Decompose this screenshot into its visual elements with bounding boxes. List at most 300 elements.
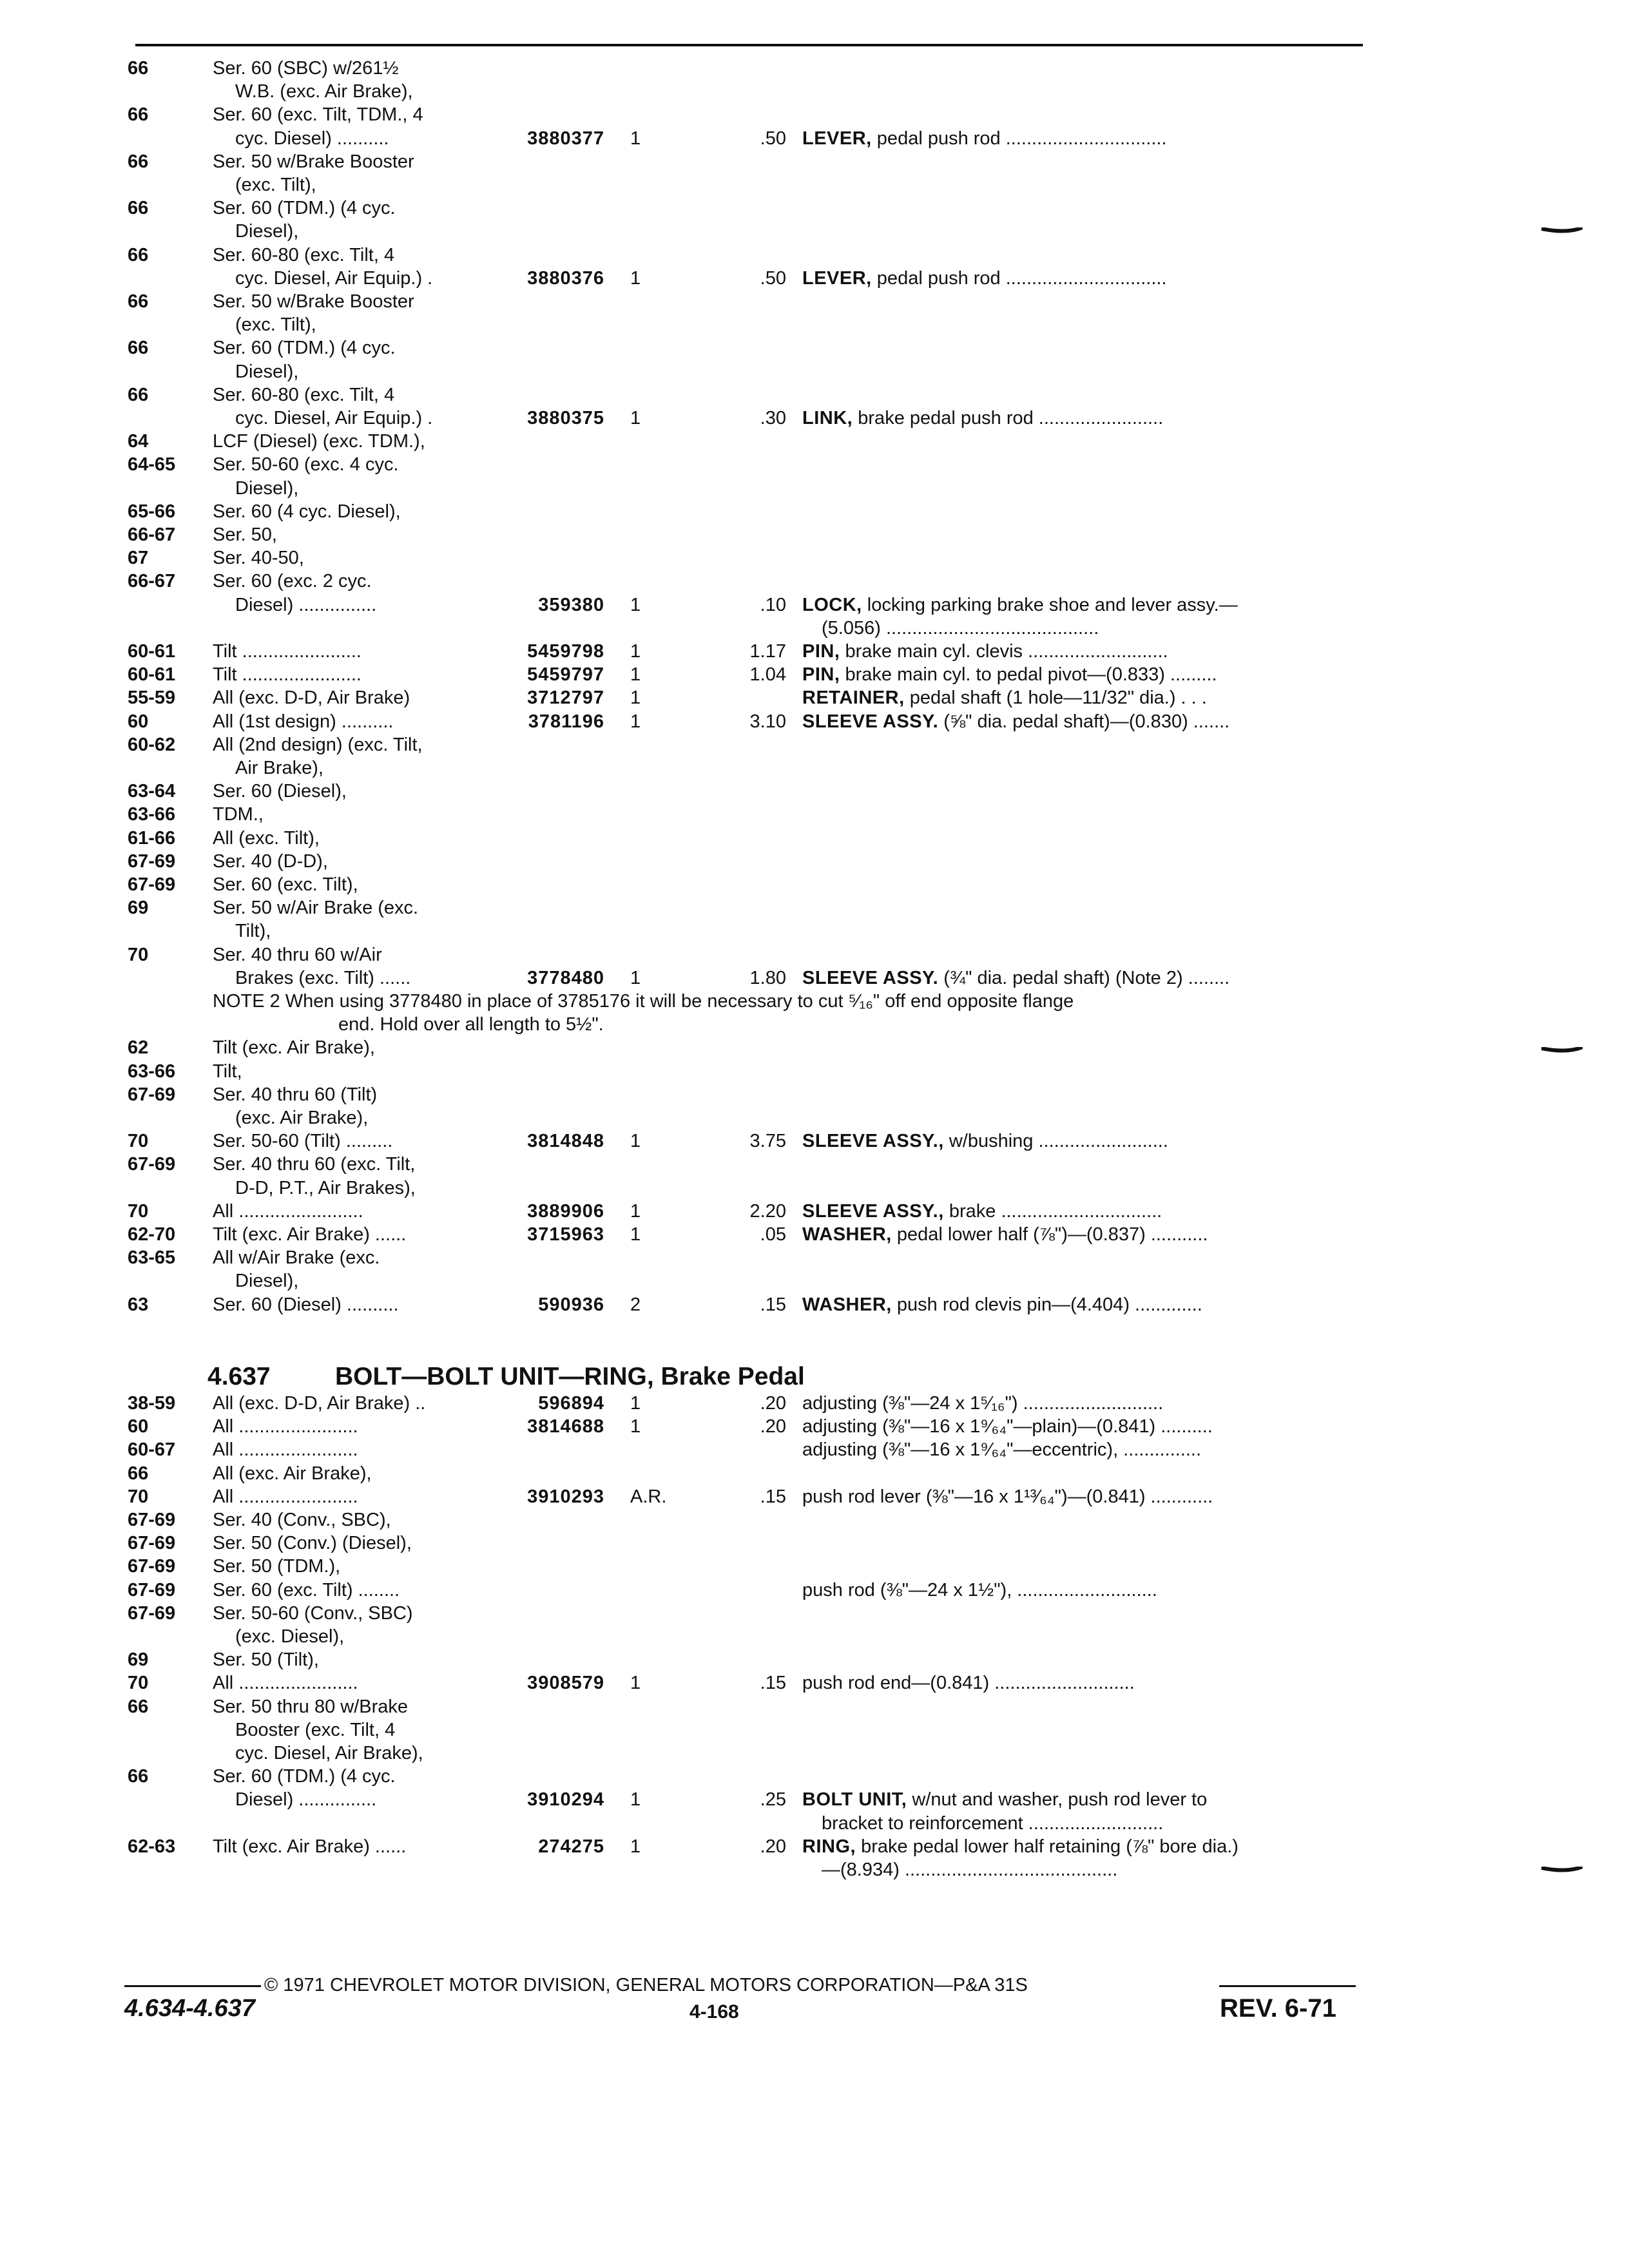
application: Ser. 40-50, — [213, 548, 304, 569]
parts-row — [0, 733, 1629, 756]
part-name-detail: push rod lever (⅜"—16 x 1¹³⁄₆₄")—(0.841) ............ — [802, 1486, 1213, 1507]
application: Ser. 60 (exc. Tilt, TDM., 4 — [213, 104, 423, 126]
quantity: 1 — [630, 711, 641, 732]
parts-row — [0, 640, 1629, 663]
part-name-detail: brake pedal lower half retaining (⅞" bore dia.) — [856, 1836, 1239, 1857]
application: All (exc. Tilt), — [213, 827, 320, 849]
part-number: 3778480 — [527, 967, 604, 988]
parts-row — [0, 570, 1629, 593]
year-range: 70 — [128, 1131, 149, 1152]
year-range: 66 — [128, 58, 149, 79]
year-range: 67-69 — [128, 1602, 176, 1624]
application: Ser. 60 (Diesel) .......... — [213, 1294, 399, 1315]
application: Ser. 50-60 (Tilt) ......... — [213, 1131, 393, 1152]
price: .15 — [760, 1486, 786, 1507]
application: Tilt (exc. Air Brake) ...... — [213, 1836, 407, 1857]
part-name-detail: w/nut and washer, push rod lever to — [907, 1789, 1208, 1811]
margin-mark — [1541, 1865, 1583, 1871]
parts-row — [0, 523, 1629, 546]
price: .25 — [760, 1789, 786, 1811]
part-name — [802, 267, 1167, 290]
year-range: 66 — [128, 384, 149, 405]
part-number: 3814688 — [527, 1416, 604, 1437]
part-name-keyword: SLEEVE ASSY. — [802, 967, 939, 988]
part-number: 3910293 — [527, 1486, 604, 1507]
application: Ser. 50, — [213, 524, 277, 545]
part-name — [802, 1835, 1239, 1858]
application: All ........................ — [213, 1200, 363, 1222]
year-range: 70 — [128, 1673, 149, 1694]
parts-row — [0, 1718, 1629, 1742]
application: Ser. 40 thru 60 (Tilt) — [213, 1084, 378, 1105]
part-name — [802, 966, 1229, 990]
part-name — [802, 710, 1229, 733]
application: Diesel) ............... — [235, 594, 377, 615]
footer-rule-right — [1219, 1985, 1356, 1987]
part-name-detail: adjusting (⅜"—16 x 1⁹⁄₆₄"—eccentric), ............... — [802, 1439, 1202, 1461]
year-range: 66 — [128, 1696, 149, 1717]
price: 1.80 — [749, 967, 786, 988]
price: .50 — [760, 128, 786, 149]
application: Ser. 60 (TDM.) (4 cyc. — [213, 1766, 396, 1787]
parts-row — [0, 1602, 1629, 1625]
parts-row — [0, 803, 1629, 826]
part-name-keyword: PIN, — [802, 641, 840, 662]
parts-row — [0, 290, 1629, 313]
year-range: 61-66 — [128, 827, 176, 849]
quantity: 1 — [630, 1673, 641, 1694]
parts-row — [0, 1532, 1629, 1555]
parts-row — [0, 1293, 1629, 1316]
part-name-keyword: BOLT UNIT, — [802, 1789, 907, 1811]
application: Brakes (exc. Tilt) ...... — [235, 967, 411, 988]
part-name-detail: pedal push rod ............................... — [871, 128, 1167, 149]
application: Ser. 60-80 (exc. Tilt, 4 — [213, 244, 395, 265]
part-name-detail: w/bushing ......................... — [943, 1131, 1168, 1152]
part-number: 596894 — [538, 1393, 604, 1414]
parts-row — [0, 1765, 1629, 1788]
part-name — [802, 127, 1167, 150]
parts-row — [0, 1555, 1629, 1578]
year-range: 70 — [128, 944, 149, 965]
year-range: 66 — [128, 244, 149, 265]
parts-row — [0, 57, 1629, 80]
application: Tilt, — [213, 1061, 242, 1082]
parts-row — [0, 1508, 1629, 1532]
parts-row — [0, 850, 1629, 873]
application: Ser. 60 (Diesel), — [213, 781, 347, 802]
year-range: 63-66 — [128, 1061, 176, 1082]
parts-row — [0, 1485, 1629, 1508]
parts-row — [0, 593, 1629, 617]
part-number: 3910294 — [527, 1789, 604, 1811]
parts-row — [0, 756, 1629, 780]
year-range: 67-69 — [128, 1154, 176, 1175]
parts-row — [0, 197, 1629, 220]
quantity: 1 — [630, 408, 641, 428]
year-range: 67 — [128, 548, 149, 569]
parts-row — [0, 267, 1629, 290]
year-range: 62-70 — [128, 1224, 176, 1245]
parts-row — [0, 919, 1629, 943]
application: All (2nd design) (exc. Tilt, — [213, 734, 423, 755]
application: All (exc. Air Brake), — [213, 1463, 372, 1484]
part-name — [822, 1812, 1163, 1835]
part-name-detail: (5.056) ......................................... — [822, 617, 1099, 639]
quantity: 2 — [630, 1294, 641, 1315]
parts-row — [0, 80, 1629, 103]
parts-row — [0, 1223, 1629, 1246]
parts-row — [0, 1036, 1629, 1059]
price: .10 — [760, 594, 786, 615]
application: Diesel), — [235, 477, 299, 499]
application: All ....................... — [213, 1416, 358, 1437]
parts-row — [0, 336, 1629, 360]
part-name-detail: push rod end—(0.841) ........................... — [802, 1673, 1135, 1694]
year-range: 66 — [128, 1463, 149, 1484]
part-name — [802, 593, 1238, 617]
part-name-detail: pedal shaft (1 hole—11/32" dia.) . . . — [904, 687, 1207, 709]
quantity: 1 — [630, 594, 641, 615]
part-name — [802, 1200, 1162, 1223]
application: Ser. 60-80 (exc. Tilt, 4 — [213, 384, 395, 405]
part-name-detail: brake main cyl. clevis ........................... — [840, 641, 1168, 662]
year-range: 69 — [128, 1649, 149, 1671]
quantity: A.R. — [630, 1486, 667, 1507]
part-name-keyword: RING, — [802, 1836, 856, 1857]
part-name-keyword: RETAINER, — [802, 687, 905, 709]
copyright-line: © 1971 CHEVROLET MOTOR DIVISION, GENERAL MOTORS CORPORATION—P&A 31S — [264, 1975, 1028, 1995]
year-range: 70 — [128, 1486, 149, 1507]
price: .50 — [760, 267, 786, 289]
application: TDM., — [213, 804, 264, 825]
parts-row — [0, 1462, 1629, 1485]
year-range: 65-66 — [128, 501, 176, 522]
quantity: 1 — [630, 1393, 641, 1414]
part-name — [802, 1392, 1163, 1415]
year-range: 66-67 — [128, 571, 176, 592]
page-number: 4-168 — [689, 2001, 739, 2023]
parts-row — [0, 383, 1629, 407]
part-name-keyword: LEVER, — [802, 128, 872, 149]
application: Ser. 50-60 (exc. 4 cyc. — [213, 454, 399, 476]
year-range: 38-59 — [128, 1393, 176, 1414]
parts-row — [0, 1858, 1629, 1881]
parts-row — [0, 1177, 1629, 1200]
application: NOTE 2 When using 3778480 in place of 3785176 it will be necessary to cut ⁵⁄₁₆" off end opposite flange — [213, 991, 1074, 1012]
application: Ser. 40 thru 60 w/Air — [213, 944, 382, 965]
application: Tilt), — [235, 921, 271, 942]
footer-rule-left — [124, 1985, 261, 1987]
application: All (1st design) .......... — [213, 711, 394, 732]
price: 3.75 — [749, 1131, 786, 1152]
parts-row — [0, 1812, 1629, 1835]
application: Ser. 50 (Tilt), — [213, 1649, 319, 1671]
application: cyc. Diesel, Air Equip.) . — [235, 408, 433, 428]
application: Ser. 50 thru 80 w/Brake — [213, 1696, 409, 1717]
application: cyc. Diesel, Air Equip.) . — [235, 267, 433, 289]
application: Diesel) ............... — [235, 1789, 377, 1811]
application: Tilt (exc. Air Brake), — [213, 1037, 375, 1059]
year-range: 66 — [128, 198, 149, 219]
year-range: 60-61 — [128, 641, 176, 662]
parts-row — [0, 617, 1629, 640]
year-range: 67-69 — [128, 1556, 176, 1577]
part-name-detail: pedal push rod ............................... — [871, 267, 1167, 289]
quantity: 1 — [630, 1836, 641, 1857]
application: All (exc. D-D, Air Brake) .. — [213, 1393, 426, 1414]
quantity: 1 — [630, 1224, 641, 1245]
part-name-keyword: WASHER, — [802, 1224, 892, 1245]
parts-row — [0, 1083, 1629, 1106]
parts-row — [0, 407, 1629, 430]
part-name-keyword: SLEEVE ASSY. — [802, 711, 939, 732]
section-title: BOLT—BOLT UNIT—RING, Brake Pedal — [335, 1363, 805, 1390]
application: Diesel), — [235, 1271, 299, 1292]
parts-row — [0, 500, 1629, 523]
price: 3.10 — [749, 711, 786, 732]
part-name-detail: push rod (⅜"—24 x 1½"), ........................... — [802, 1579, 1157, 1600]
application: LCF (Diesel) (exc. TDM.), — [213, 431, 425, 452]
parts-row — [0, 220, 1629, 243]
application: Diesel), — [235, 361, 299, 382]
application: (exc. Air Brake), — [235, 1108, 369, 1128]
parts-row — [0, 477, 1629, 500]
application: Air Brake), — [235, 758, 323, 778]
part-name-detail: push rod clevis pin—(4.404) ............. — [891, 1294, 1202, 1315]
year-range: 66-67 — [128, 524, 176, 545]
application: D-D, P.T., Air Brakes), — [235, 1177, 416, 1198]
parts-row — [0, 1695, 1629, 1718]
year-range: 64-65 — [128, 454, 176, 476]
margin-mark — [1541, 1045, 1583, 1052]
year-range: 67-69 — [128, 850, 176, 872]
parts-row — [0, 1671, 1629, 1695]
part-name-keyword: LOCK, — [802, 594, 862, 615]
parts-row — [0, 780, 1629, 803]
part-number: 3889906 — [527, 1200, 604, 1222]
part-name — [802, 640, 1168, 663]
part-number: 5459798 — [527, 641, 604, 662]
year-range: 63 — [128, 1294, 149, 1315]
parts-row — [0, 1579, 1629, 1602]
application: Tilt (exc. Air Brake) ...... — [213, 1224, 407, 1245]
price: 2.20 — [749, 1200, 786, 1222]
part-name-detail: adjusting (⅜"—24 x 1⁵⁄₁₆") ........................... — [802, 1393, 1164, 1414]
part-name — [802, 1788, 1207, 1811]
parts-row — [0, 1625, 1629, 1648]
part-name — [802, 1223, 1208, 1246]
application: All ....................... — [213, 1439, 358, 1461]
part-name-keyword: SLEEVE ASSY., — [802, 1200, 944, 1222]
part-name-detail: brake pedal push rod ........................ — [853, 408, 1164, 428]
price: .30 — [760, 408, 786, 428]
application: Ser. 40 (D-D), — [213, 850, 328, 872]
year-range: 66 — [128, 151, 149, 172]
parts-row — [0, 1013, 1629, 1036]
part-name — [802, 1293, 1202, 1316]
price: .20 — [760, 1836, 786, 1857]
application: Ser. 60 (TDM.) (4 cyc. — [213, 198, 396, 219]
top-rule — [135, 44, 1363, 46]
application: Tilt ....................... — [213, 664, 361, 686]
year-range: 60-62 — [128, 734, 176, 755]
part-number: 3712797 — [527, 687, 604, 709]
year-range: 70 — [128, 1200, 149, 1222]
application: All w/Air Brake (exc. — [213, 1247, 380, 1269]
part-name-detail: brake main cyl. to pedal pivot—(0.833) ......... — [840, 664, 1217, 686]
year-range: 62 — [128, 1037, 149, 1059]
price: 1.17 — [749, 641, 786, 662]
application: All ....................... — [213, 1486, 358, 1507]
parts-row — [0, 1415, 1629, 1438]
parts-row — [0, 710, 1629, 733]
application: Ser. 40 thru 60 (exc. Tilt, — [213, 1154, 416, 1175]
application: Ser. 50 (TDM.), — [213, 1556, 341, 1577]
part-name — [822, 617, 1099, 640]
part-name — [802, 1438, 1201, 1461]
year-range: 55-59 — [128, 687, 176, 709]
part-number: 359380 — [538, 594, 604, 615]
year-range: 66 — [128, 104, 149, 126]
quantity: 1 — [630, 687, 641, 709]
parts-row — [0, 1246, 1629, 1269]
year-range: 66 — [128, 1766, 149, 1787]
parts-row — [0, 546, 1629, 570]
section-range: 4.634-4.637 — [124, 1995, 255, 2022]
parts-row — [0, 966, 1629, 990]
part-name — [802, 1579, 1157, 1602]
year-range: 60-61 — [128, 664, 176, 686]
application: All (exc. D-D, Air Brake) — [213, 687, 410, 709]
quantity: 1 — [630, 664, 641, 686]
application: Tilt ....................... — [213, 641, 361, 662]
quantity: 1 — [630, 967, 641, 988]
year-range: 63-66 — [128, 804, 176, 825]
quantity: 1 — [630, 1789, 641, 1811]
parts-row — [0, 313, 1629, 336]
parts-row — [0, 1788, 1629, 1811]
part-name-keyword: PIN, — [802, 664, 840, 686]
quantity: 1 — [630, 1200, 641, 1222]
application: end. Hold over all length to 5½". — [338, 1014, 604, 1035]
year-range: 63-64 — [128, 781, 176, 802]
part-name — [802, 407, 1163, 430]
application: Ser. 60 (TDM.) (4 cyc. — [213, 338, 396, 359]
price: .20 — [760, 1393, 786, 1414]
year-range: 63-65 — [128, 1247, 176, 1269]
application: cyc. Diesel) .......... — [235, 128, 389, 149]
year-range: 60 — [128, 1416, 149, 1437]
part-name — [802, 1485, 1213, 1508]
parts-row — [0, 1200, 1629, 1223]
part-name-detail: brake ............................... — [943, 1200, 1162, 1222]
part-name-detail: (⅝" dia. pedal shaft)—(0.830) ....... — [938, 711, 1230, 732]
application: W.B. (exc. Air Brake), — [235, 81, 413, 102]
price: .15 — [760, 1673, 786, 1694]
year-range: 67-69 — [128, 1084, 176, 1105]
application: Ser. 50 w/Brake Booster — [213, 291, 414, 312]
part-number: 3880376 — [527, 267, 604, 289]
quantity: 1 — [630, 267, 641, 289]
year-range: 67-69 — [128, 1510, 176, 1530]
application: Ser. 60 (exc. Tilt) ........ — [213, 1579, 400, 1600]
part-name-keyword: LINK, — [802, 408, 853, 428]
part-name-detail: (¾" dia. pedal shaft) (Note 2) ........ — [938, 967, 1230, 988]
parts-row — [0, 430, 1629, 453]
parts-row — [0, 127, 1629, 150]
price: .20 — [760, 1416, 786, 1437]
application: Ser. 50-60 (Conv., SBC) — [213, 1602, 413, 1624]
year-range: 60-67 — [128, 1439, 176, 1461]
parts-row — [0, 1153, 1629, 1176]
application: Ser. 50 (Conv.) (Diesel), — [213, 1533, 412, 1554]
part-name-keyword: SLEEVE ASSY., — [802, 1131, 944, 1152]
part-number: 3781196 — [528, 711, 604, 732]
part-number: 3908579 — [527, 1673, 604, 1694]
quantity: 1 — [630, 128, 641, 149]
parts-row — [0, 1648, 1629, 1671]
parts-row — [0, 1129, 1629, 1153]
parts-row — [0, 1392, 1629, 1415]
parts-row — [0, 873, 1629, 896]
parts-row — [0, 103, 1629, 126]
part-name — [802, 1129, 1168, 1153]
margin-mark — [1541, 226, 1583, 232]
price: 1.04 — [749, 664, 786, 686]
part-name-detail: adjusting (⅜"—16 x 1⁹⁄₆₄"—plain)—(0.841) .......... — [802, 1416, 1213, 1437]
part-name-keyword: WASHER, — [802, 1294, 892, 1315]
parts-row — [0, 453, 1629, 476]
price: .15 — [760, 1294, 786, 1315]
application: (exc. Tilt), — [235, 314, 316, 336]
application: Ser. 40 (Conv., SBC), — [213, 1510, 391, 1530]
year-range: 69 — [128, 898, 149, 919]
part-name — [802, 663, 1217, 686]
year-range: 67-69 — [128, 1533, 176, 1554]
parts-row — [0, 173, 1629, 197]
application: Ser. 60 (4 cyc. Diesel), — [213, 501, 401, 522]
quantity: 1 — [630, 641, 641, 662]
part-name-detail: —(8.934) ......................................... — [822, 1860, 1118, 1880]
application: Diesel), — [235, 221, 299, 242]
year-range: 66 — [128, 291, 149, 312]
part-number: 274275 — [538, 1836, 604, 1857]
part-number: 5459797 — [527, 664, 604, 686]
quantity: 1 — [630, 1416, 641, 1437]
application: Ser. 60 (exc. 2 cyc. — [213, 571, 372, 592]
parts-row — [0, 244, 1629, 267]
parts-row — [0, 1742, 1629, 1765]
part-name — [822, 1858, 1117, 1881]
parts-row — [0, 150, 1629, 173]
application: Ser. 50 w/Brake Booster — [213, 151, 414, 172]
part-name — [802, 686, 1207, 709]
parts-row — [0, 360, 1629, 383]
year-range: 67-69 — [128, 1579, 176, 1600]
quantity: 1 — [630, 1131, 641, 1152]
year-range: 66 — [128, 338, 149, 359]
application: Ser. 60 (exc. Tilt), — [213, 874, 358, 895]
part-name — [802, 1671, 1135, 1695]
application: Booster (exc. Tilt, 4 — [235, 1719, 396, 1740]
part-number: 3880375 — [527, 408, 604, 428]
parts-row — [0, 1835, 1629, 1858]
year-range: 64 — [128, 431, 149, 452]
parts-row — [0, 896, 1629, 919]
section-number: 4.637 — [207, 1363, 271, 1390]
part-number: 3880377 — [527, 128, 604, 149]
